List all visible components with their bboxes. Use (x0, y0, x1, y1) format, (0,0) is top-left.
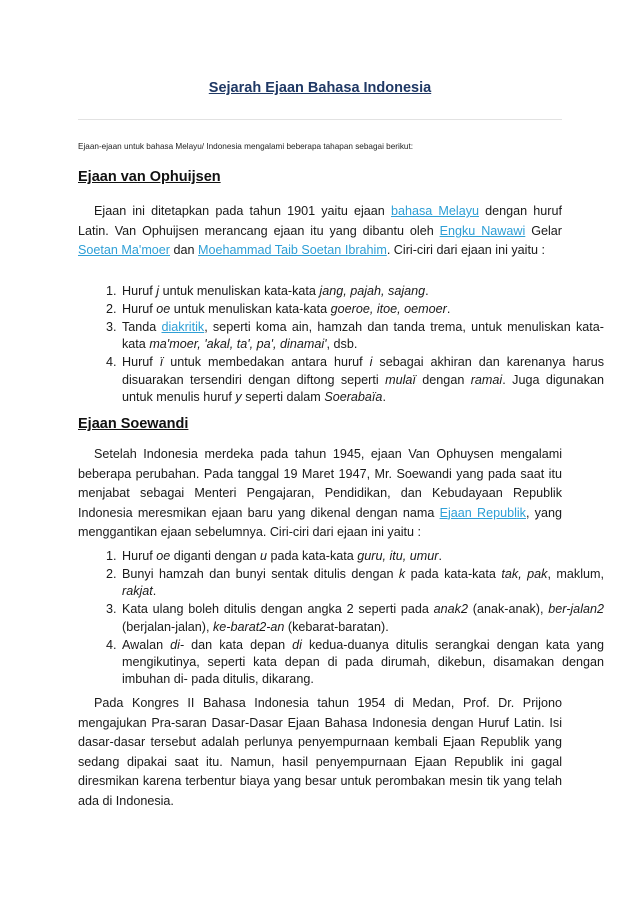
text-run: sebagai akhiran dan karenanya harus disuarakan tersendiri dengan diftong seperti (122, 355, 605, 387)
text-run: Huruf (122, 301, 157, 316)
text-run: dengan (415, 372, 471, 387)
text-run: Huruf (122, 284, 157, 298)
italic-run: ber-jalan2 (548, 602, 604, 617)
text-run: . (152, 584, 157, 599)
list-item (120, 319, 604, 354)
italic-run: u (259, 549, 267, 563)
text-run: . Ciri-ciri dari ejaan ini yaitu : (386, 243, 545, 258)
list-item (120, 301, 604, 318)
text-run: . (425, 284, 429, 298)
italic-run: ramai (470, 372, 503, 387)
italic-run: di (292, 637, 302, 652)
text-run: kedua-duanya ditulis serangkai dengan kata yang mengikutinya, seperti kata depan di pada dirumah, dikebun, disamakan dengan imbuhan di- pada ditulis, dikarang. (122, 637, 604, 687)
text-run: Gelar (525, 223, 562, 238)
text-run: (kebarat-baratan). (284, 619, 389, 634)
text-run: Awalan (122, 637, 171, 652)
list-item (120, 566, 604, 601)
italic-run: guru, itu, umur (357, 549, 439, 563)
link-diakritik[interactable]: diakritik (161, 319, 205, 334)
soewandi-list (78, 548, 604, 689)
italic-run: di- (170, 637, 185, 652)
italic-run: k (398, 566, 406, 581)
list-item (120, 637, 604, 689)
link-ejaan-republik[interactable]: Ejaan Republik (439, 505, 526, 520)
text-run: Bunyi hamzah dan bunyi sentak ditulis dengan (122, 566, 399, 581)
italic-run: i (369, 355, 373, 370)
text-run: untuk menuliskan kata-kata (170, 301, 331, 316)
text-run: . (438, 549, 442, 563)
italic-run: mulaï (385, 372, 416, 387)
italic-run: anak2 (433, 602, 468, 617)
page-title: Sejarah Ejaan Bahasa Indonesia (208, 80, 432, 96)
list-item (120, 548, 604, 565)
italic-run: Soerabaïa (324, 389, 383, 404)
text-run: pada kata-kata (266, 549, 358, 563)
text-run: Setelah Indonesia merdeka pada tahun 1945, ejaan Van Ophuysen mengalami beberapa perubahan. Pada tanggal 19 Maret 1947, Mr. Soewandi yang pada saat itu menjabat sebagai Menteri Pengajaran, Pendidikan, dan Kebudayaan Republik Indonesia meresmikan ejaan baru yang dikenal dengan nama (78, 447, 562, 520)
italic-run: y (235, 389, 242, 404)
italic-run: ma'moer, 'akal, ta', pa', dinamai' (149, 337, 327, 352)
italic-run: tak, pak (501, 566, 548, 581)
section-heading-ophuijsen: Ejaan van Ophuijsen (78, 169, 221, 185)
text-run: dan kata depan (184, 637, 293, 652)
text-run: (berjalan-jalan), (122, 619, 213, 634)
text-run: . (446, 301, 451, 316)
title-divider (78, 119, 562, 120)
italic-run: goeroe, itoe, oemoer (330, 301, 447, 316)
section-heading-soewandi: Ejaan Soewandi (78, 416, 189, 432)
text-run: Huruf (122, 355, 160, 370)
italic-run: oe (156, 301, 171, 316)
closing-paragraph: Pada Kongres II Bahasa Indonesia tahun 1954 di Medan, Prof. Dr. Prijono mengajukan Pra-saran Dasar-Dasar Ejaan Bahasa Indonesia dengan Huruf Latin. Isi dasar-dasar tersebut adalah perlunya penyempurnaan kembali Ejaan Republik yang sedang dipakai saat itu. Namun, hasil penyempurnaan Ejaan Republik ini gagal diresmikan karena terbentur biaya yang besar untuk perombakan mesin tik yang telah ada di Indonesia. (78, 696, 562, 808)
text-run: . Juga digunakan untuk menulis huruf (122, 372, 604, 404)
italic-run: rakjat (122, 584, 153, 599)
text-run: untuk menuliskan kata-kata (159, 284, 320, 298)
list-item (120, 354, 604, 406)
link-engku-nawawi[interactable]: Engku Nawawi (439, 223, 526, 238)
text-run: Ejaan ini ditetapkan pada tahun 1901 yaitu ejaan (94, 204, 391, 218)
italic-run: jang, pajah, sajang (319, 284, 426, 298)
ophuijsen-list (78, 283, 604, 407)
text-run: dan (170, 243, 199, 258)
text-run: . (382, 389, 386, 404)
intro-text: Ejaan-ejaan untuk bahasa Melayu/ Indonesia mengalami beberapa tahapan sebagai berikut: (78, 142, 414, 151)
text-run: pada kata-kata (405, 566, 502, 581)
list-item (120, 283, 604, 300)
italic-run: ï (159, 355, 164, 370)
text-run: , maklum, (547, 566, 604, 581)
italic-run: ke-barat2-an (213, 619, 285, 634)
text-run: , dsb. (326, 337, 358, 352)
italic-run: j (156, 284, 160, 298)
text-run: untuk membedakan antara huruf (163, 355, 370, 370)
list-item (120, 601, 604, 636)
text-run: Tanda (122, 319, 162, 334)
link-bahasa-melayu[interactable]: bahasa Melayu (390, 204, 479, 218)
text-run: Kata ulang boleh ditulis dengan angka 2 seperti pada (122, 602, 434, 617)
link-moehammad-taib[interactable]: Moehammad Taib Soetan Ibrahim (198, 243, 387, 258)
text-run: diganti dengan (170, 549, 260, 563)
text-run: seperti dalam (241, 389, 325, 404)
ophuijsen-paragraph (78, 202, 562, 261)
soewandi-paragraph (78, 445, 562, 543)
text-run: , yang menggantikan ejaan sebelumnya. Ciri-ciri dari ejaan ini yaitu : (78, 505, 562, 540)
text-run: dengan huruf Latin. Van Ophuijsen merancang ejaan itu yang dibantu oleh (78, 204, 562, 238)
text-run: Huruf (122, 549, 157, 563)
text-run: , seperti koma ain, hamzah dan tanda trema, untuk menuliskan kata-kata (122, 319, 604, 352)
text-run: (anak-anak), (468, 602, 549, 617)
italic-run: oe (156, 549, 171, 563)
link-soetan-mamoer[interactable]: Soetan Ma'moer (78, 243, 171, 258)
